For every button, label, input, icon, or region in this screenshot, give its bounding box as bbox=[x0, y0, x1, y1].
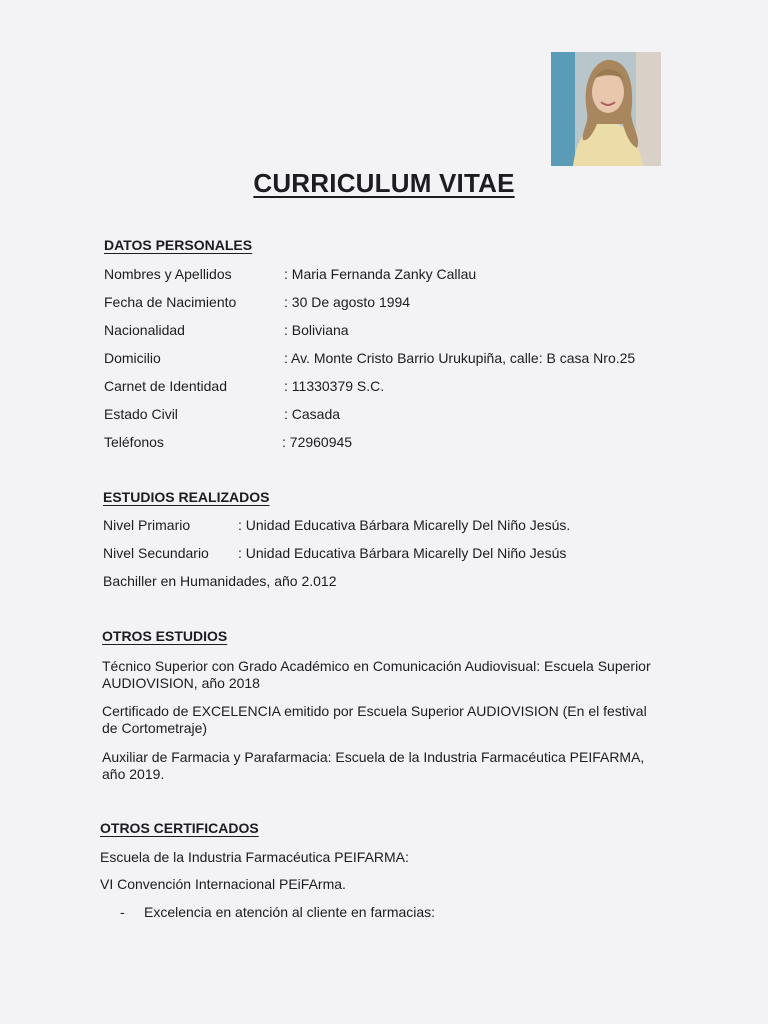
heading-datos-personales: DATOS PERSONALES bbox=[104, 237, 253, 253]
field-value: : Av. Monte Cristo Barrio Urukupiña, calle: B casa Nro.25 bbox=[284, 350, 636, 366]
field-value: : Unidad Educativa Bárbara Micarelly Del Niño Jesús. bbox=[238, 517, 571, 533]
profile-photo bbox=[551, 52, 661, 166]
field-value: : 72960945 bbox=[282, 434, 353, 450]
otros-estudios-item: Auxiliar de Farmacia y Parafarmacia: Escuela de la Industria Farmacéutica PEIFARMA, año 2019. bbox=[102, 749, 645, 782]
field-label: Nivel Primario bbox=[103, 517, 191, 533]
field-label: Fecha de Nacimiento bbox=[104, 294, 237, 310]
field-value: : Casada bbox=[284, 406, 341, 422]
field-value: : 30 De agosto 1994 bbox=[284, 294, 411, 310]
otros-estudios-item: Certificado de EXCELENCIA emitido por Escuela Superior AUDIOVISION (En el festival de Cortometraje) bbox=[102, 703, 647, 736]
field-label: Carnet de Identidad bbox=[104, 378, 227, 394]
field-label: Estado Civil bbox=[104, 406, 178, 422]
heading-estudios-realizados: ESTUDIOS REALIZADOS bbox=[103, 489, 270, 505]
certificado-line: Escuela de la Industria Farmacéutica PEIFARMA: bbox=[100, 849, 409, 865]
field-label: Nacionalidad bbox=[104, 322, 185, 338]
field-label: Nombres y Apellidos bbox=[104, 266, 232, 282]
otros-estudios-item: Técnico Superior con Grado Académico en Comunicación Audiovisual: Escuela Superior AUDIOVISION, año 2018 bbox=[102, 658, 651, 691]
field-label: Domicilio bbox=[104, 350, 161, 366]
field-value: : Maria Fernanda Zanky Callau bbox=[284, 266, 477, 282]
cv-title: CURRICULUM VITAE bbox=[253, 168, 515, 198]
field-value: : 11330379 S.C. bbox=[284, 378, 385, 394]
field-label: Teléfonos bbox=[104, 434, 164, 450]
certificado-line: VI Convención Internacional PEiFArma. bbox=[100, 876, 346, 892]
bullet-dash: - bbox=[120, 904, 125, 920]
field-label: Nivel Secundario bbox=[103, 545, 209, 561]
field-value: : Boliviana bbox=[284, 322, 349, 338]
bachiller-text: Bachiller en Humanidades, año 2.012 bbox=[103, 573, 337, 589]
certificado-bullet-item: Excelencia en atención al cliente en farmacias: bbox=[144, 904, 436, 920]
heading-otros-certificados: OTROS CERTIFICADOS bbox=[100, 820, 259, 836]
field-value: : Unidad Educativa Bárbara Micarelly Del Niño Jesús bbox=[238, 545, 567, 561]
heading-otros-estudios: OTROS ESTUDIOS bbox=[102, 628, 228, 644]
